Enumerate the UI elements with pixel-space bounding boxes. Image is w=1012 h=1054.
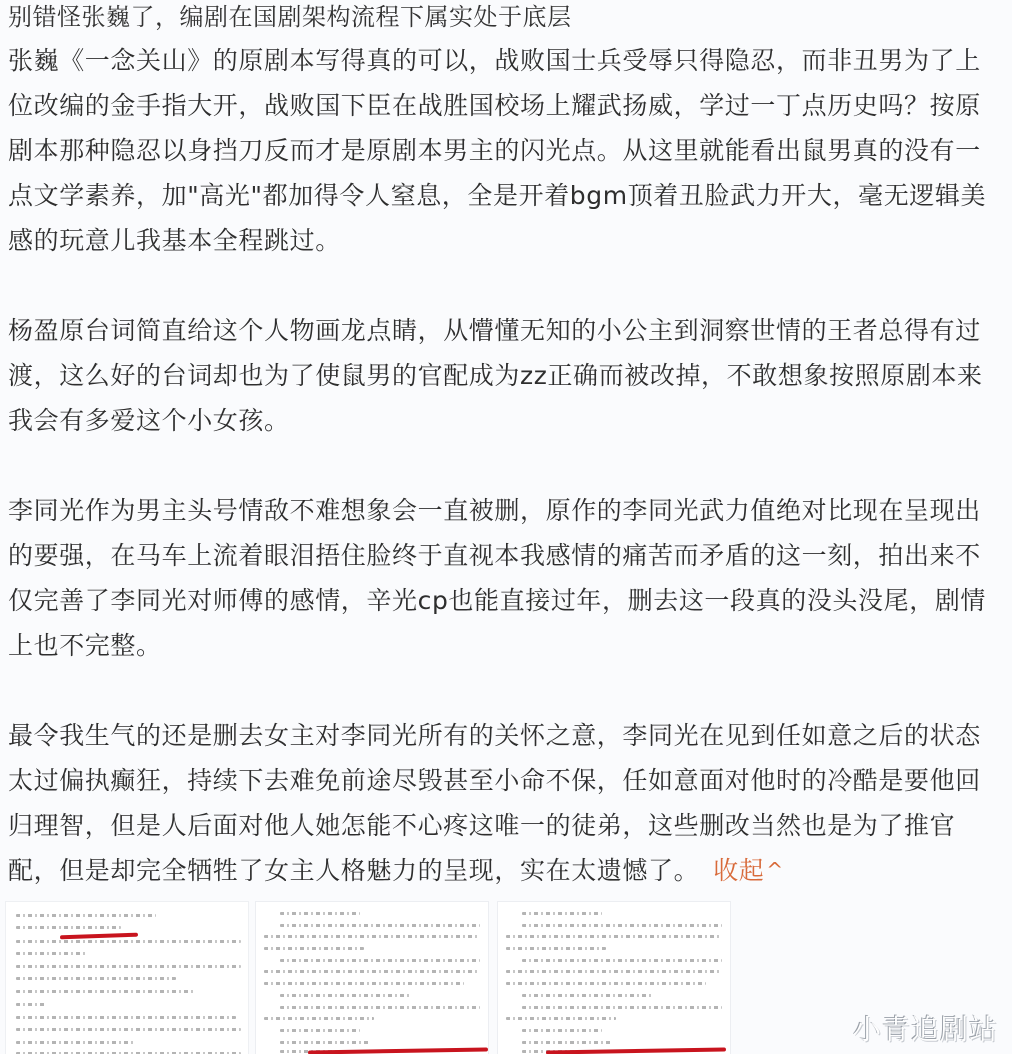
paragraph-line: 位改编的金手指大开，战败国下臣在战胜国校场上耀武扬威，学过一丁点历史吗？按原 bbox=[8, 91, 981, 120]
chevron-up-icon: ^ bbox=[766, 858, 784, 882]
watermark: 小青追剧站 bbox=[852, 1013, 998, 1046]
collapse-button[interactable] bbox=[713, 856, 784, 885]
image-gallery bbox=[0, 902, 760, 1054]
script-page-screenshot-1[interactable] bbox=[6, 902, 248, 1054]
paragraph-line: 最令我生气的还是删去女主对李同光所有的关怀之意，李同光在见到任如意之后的状态 bbox=[8, 721, 981, 750]
script-page-screenshot-2[interactable] bbox=[256, 902, 488, 1054]
paragraph-2 bbox=[8, 308, 983, 443]
paragraph-last-text: 配，但是却完全牺牲了女主人格魅力的呈现，实在太遗憾了。 bbox=[8, 856, 700, 885]
paragraph-line: 归理智，但是人后面对他人她怎能不心疼这唯一的徒弟，这些删改当然也是为了推官 bbox=[8, 811, 956, 840]
collapse-label: 收起 bbox=[713, 856, 765, 885]
paragraph-line: 渡，这么好的台词却也为了使鼠男的官配成为zz正确而被改掉，不敢想象按照原剧本来 bbox=[8, 361, 983, 390]
paragraph-line: 我会有多爱这个小女孩。 bbox=[8, 406, 290, 435]
paragraph-1 bbox=[8, 38, 987, 263]
paragraph-line: 太过偏执癫狂，持续下去难免前途尽毁甚至小命不保，任如意面对他时的冷酷是要他回 bbox=[8, 766, 981, 795]
paragraph-line: 点文学素养，加"高光"都加得令人窒息，全是开着bgm顶着丑脸武力开大，毫无逻辑美 bbox=[8, 181, 987, 210]
paragraph-line: 李同光作为男主头号情敌不难想象会一直被删，原作的李同光武力值绝对比现在呈现出 bbox=[8, 496, 981, 525]
paragraph-line bbox=[8, 848, 976, 895]
paragraph-3 bbox=[8, 488, 987, 668]
paragraph-line: 感的玩意儿我基本全程跳过。 bbox=[8, 226, 341, 255]
paragraph-line: 仅完善了李同光对师傅的感情，辛光cp也能直接过年，删去这一段真的没头没尾，剧情 bbox=[8, 586, 987, 615]
post-headline: 别错怪张巍了，编剧在国剧架构流程下属实处于底层 bbox=[8, 3, 572, 31]
paragraph-line: 杨盈原台词简直给这个人物画龙点睛，从懵懂无知的小公主到洞察世情的王者总得有过 bbox=[8, 316, 981, 345]
paragraph-4 bbox=[8, 713, 981, 895]
post-content bbox=[8, 0, 1008, 895]
paragraph-line: 上也不完整。 bbox=[8, 631, 162, 660]
paragraph-line: 张巍《一念关山》的原剧本写得真的可以，战败国士兵受辱只得隐忍，而非丑男为了上 bbox=[8, 46, 981, 75]
script-page-screenshot-3[interactable] bbox=[498, 902, 730, 1054]
paragraph-line: 剧本那种隐忍以身挡刀反而才是原剧本男主的闪光点。从这里就能看出鼠男真的没有一 bbox=[8, 136, 981, 165]
paragraph-line: 的要强，在马车上流着眼泪捂住脸终于直视本我感情的痛苦而矛盾的这一刻，拍出来不 bbox=[8, 541, 981, 570]
